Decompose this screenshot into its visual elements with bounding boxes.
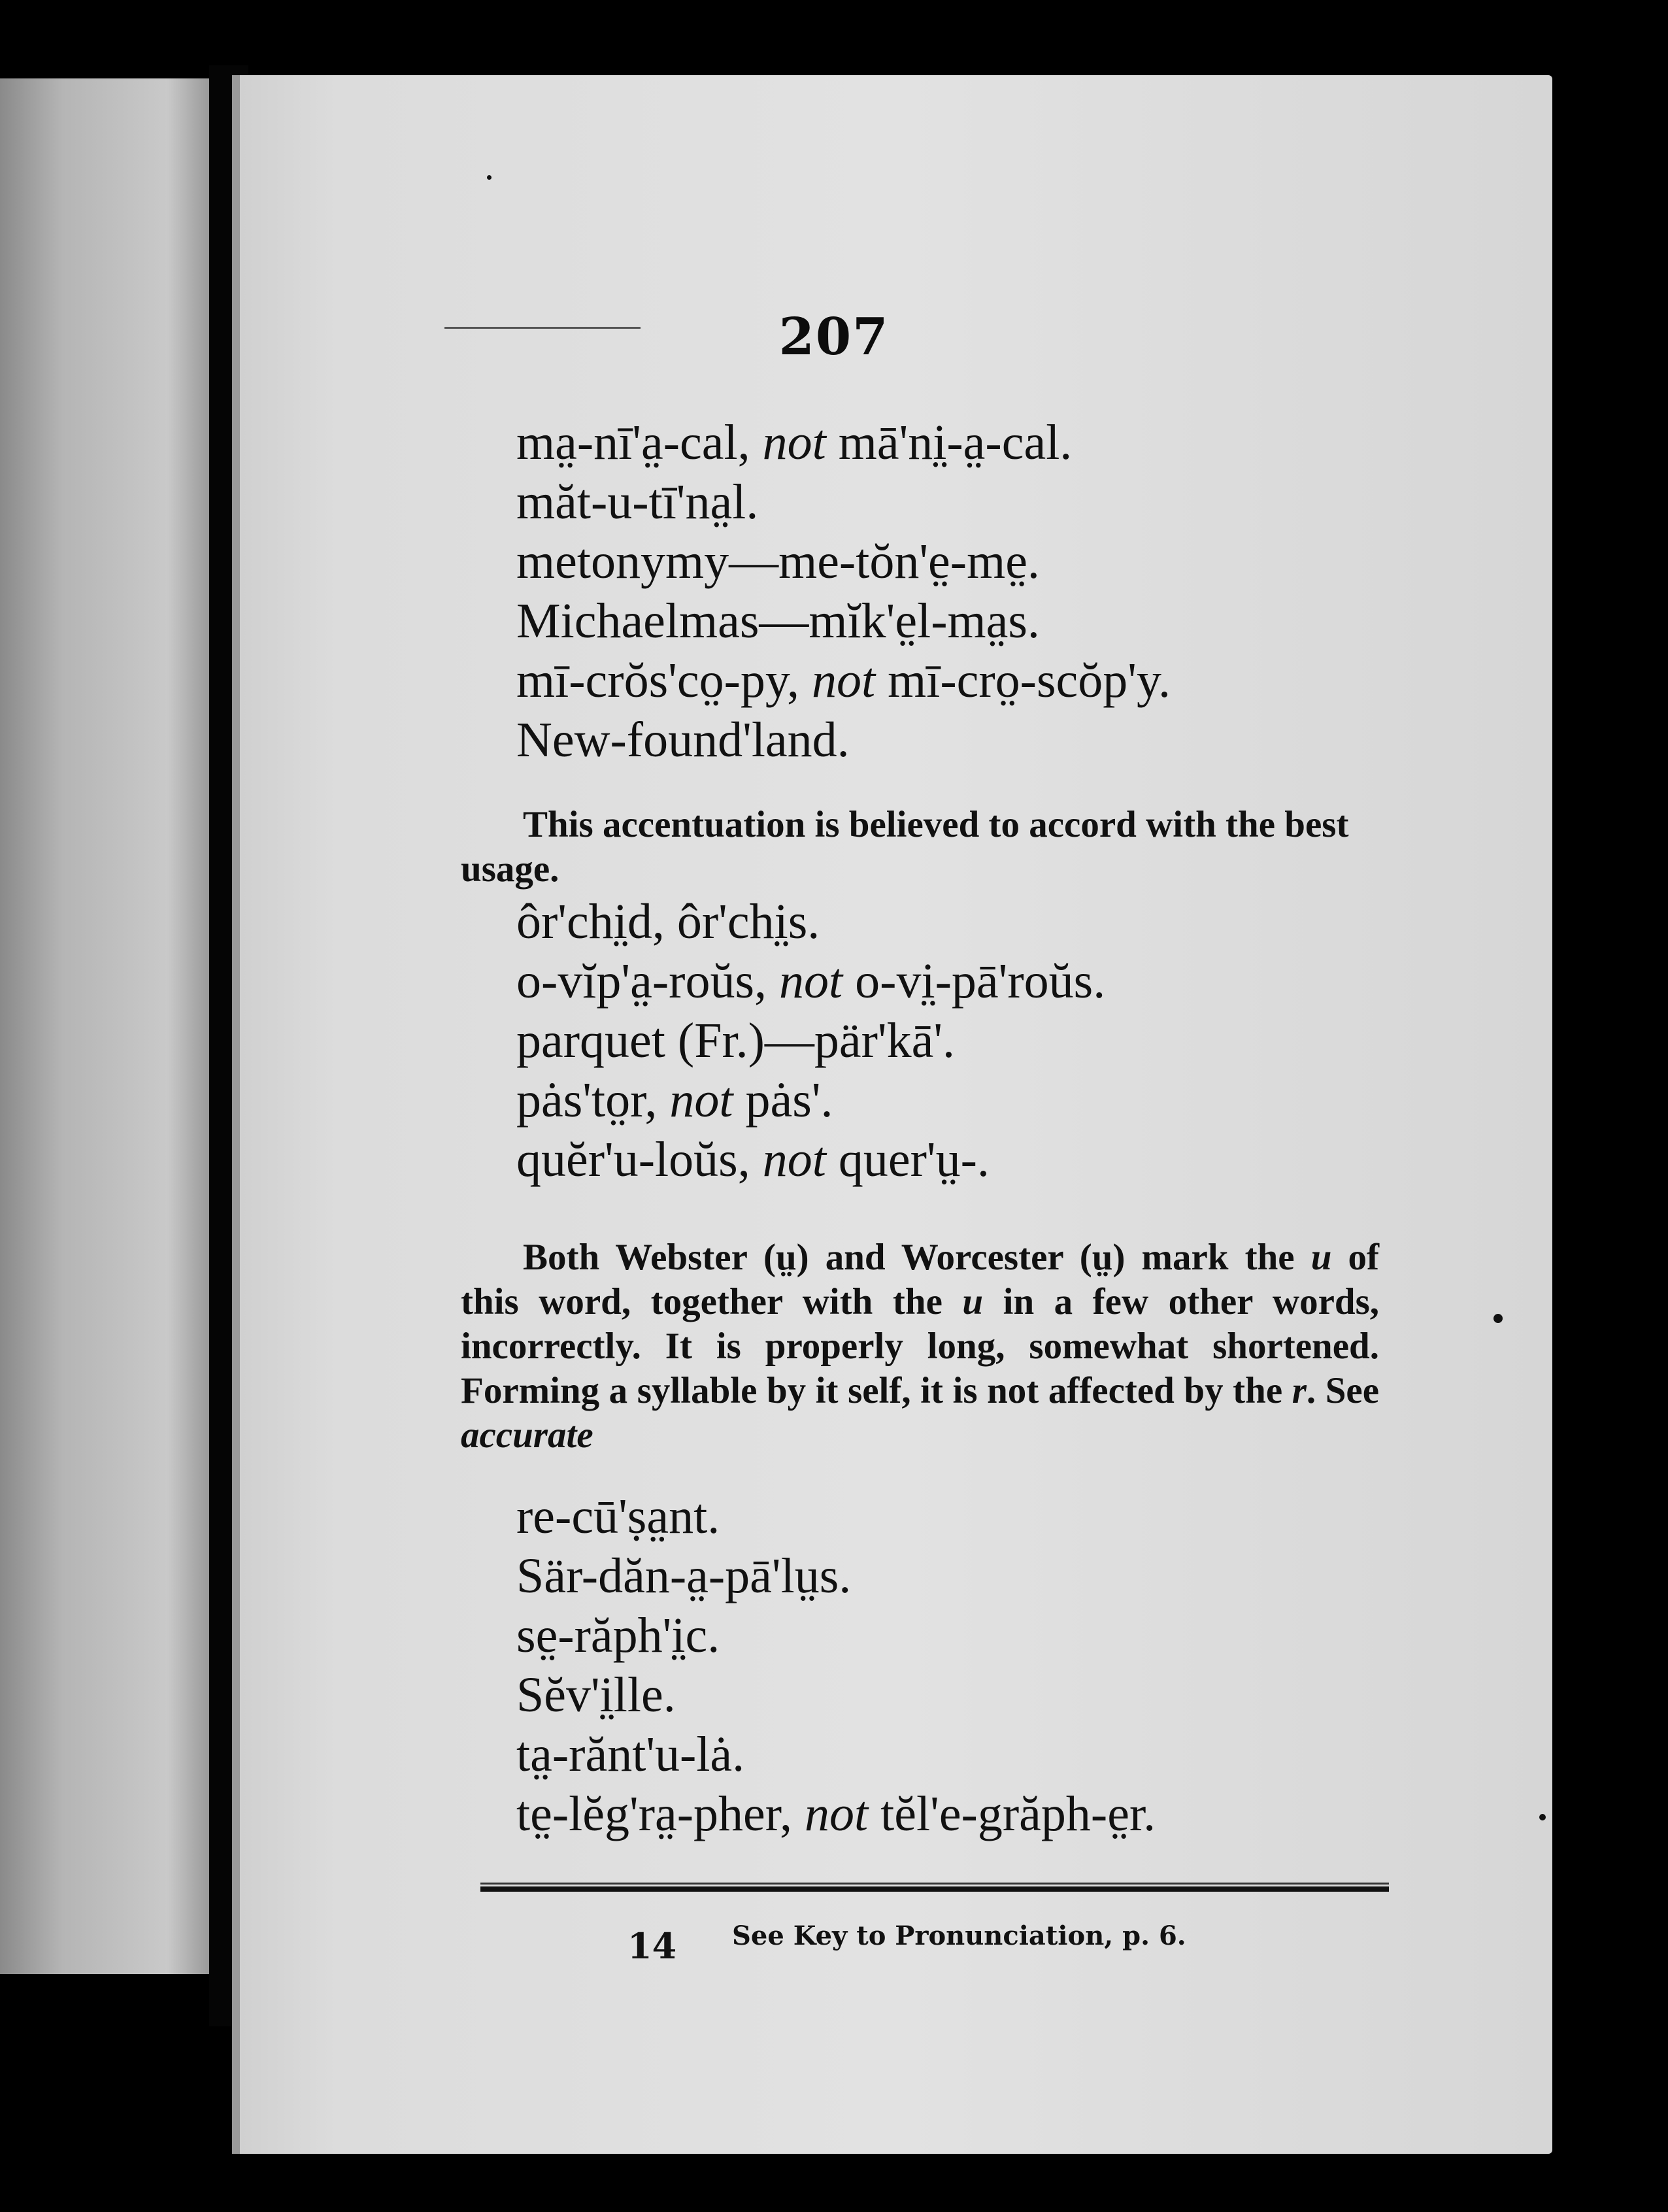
footer-rule-thick xyxy=(480,1886,1389,1892)
entry: ta̤-rănt'u-lȧ. xyxy=(516,1727,745,1782)
entry: parquet (Fr.)—pär'kā'. xyxy=(516,1013,956,1068)
scan-speck xyxy=(487,175,492,180)
entry: Sĕv'i̤lle. xyxy=(516,1667,676,1722)
entry-list-b xyxy=(516,892,1431,1190)
scan-speck xyxy=(1539,1814,1546,1820)
entry: te̤-lĕg'ra̤-pher, not tĕl'e-grăph-e̤r. xyxy=(516,1786,1156,1841)
entry-list-a xyxy=(516,413,1431,770)
footer-key-reference: See Key to Pronunciation, p. 6. xyxy=(732,1920,1186,1951)
entry: se̤-răph'i̤c. xyxy=(516,1608,720,1663)
entry: Sär-dăn-a̤-pā'lṳs. xyxy=(516,1549,852,1603)
page-number: 207 xyxy=(778,307,890,367)
entry: pȧs'to̤r, not pȧs'. xyxy=(516,1073,833,1128)
usage-note: This accentuation is believed to accord with the best usage. xyxy=(461,804,1349,890)
entry: Michaelmas—mĭk'e̤l-ma̤s. xyxy=(516,594,1040,648)
entry: ma̤-nī'a̤-cal, not mā'ni̤-a̤-cal. xyxy=(516,415,1073,470)
entry: quĕr'u-loŭs, not quer'ṳ-. xyxy=(516,1132,990,1187)
entry: New-found'land. xyxy=(516,712,850,767)
usage-note: Both Webster (ṳ) and Worcester (ṳ) mark the u of this word, together with the u in a few other words, incorrectly. It is properly long, somewhat shortened. Forming a syllable by it self, it is not affected by the r. See accurate xyxy=(461,1237,1379,1456)
entry: re-cū'ṣa̤nt. xyxy=(516,1489,720,1544)
entry: măt-u-tī'na̤l. xyxy=(516,475,759,529)
entry: metonymy—me-tŏn'e̤-me̤. xyxy=(516,534,1040,589)
scan-speck xyxy=(1493,1314,1503,1323)
page-inner-edge xyxy=(232,75,240,2154)
entry: ôr'chi̤d, ôr'chi̤s. xyxy=(516,894,820,949)
footer-rule-thin xyxy=(480,1883,1389,1885)
entry: mī-crŏs'co̤-py, not mī-cro̤-scŏp'y. xyxy=(516,653,1171,708)
signature-mark: 14 xyxy=(627,1925,677,1967)
entry: o-vĭp'a̤-roŭs, not o-vi̤-pā'roŭs. xyxy=(516,954,1106,1009)
entry-list-c xyxy=(516,1487,1464,1844)
